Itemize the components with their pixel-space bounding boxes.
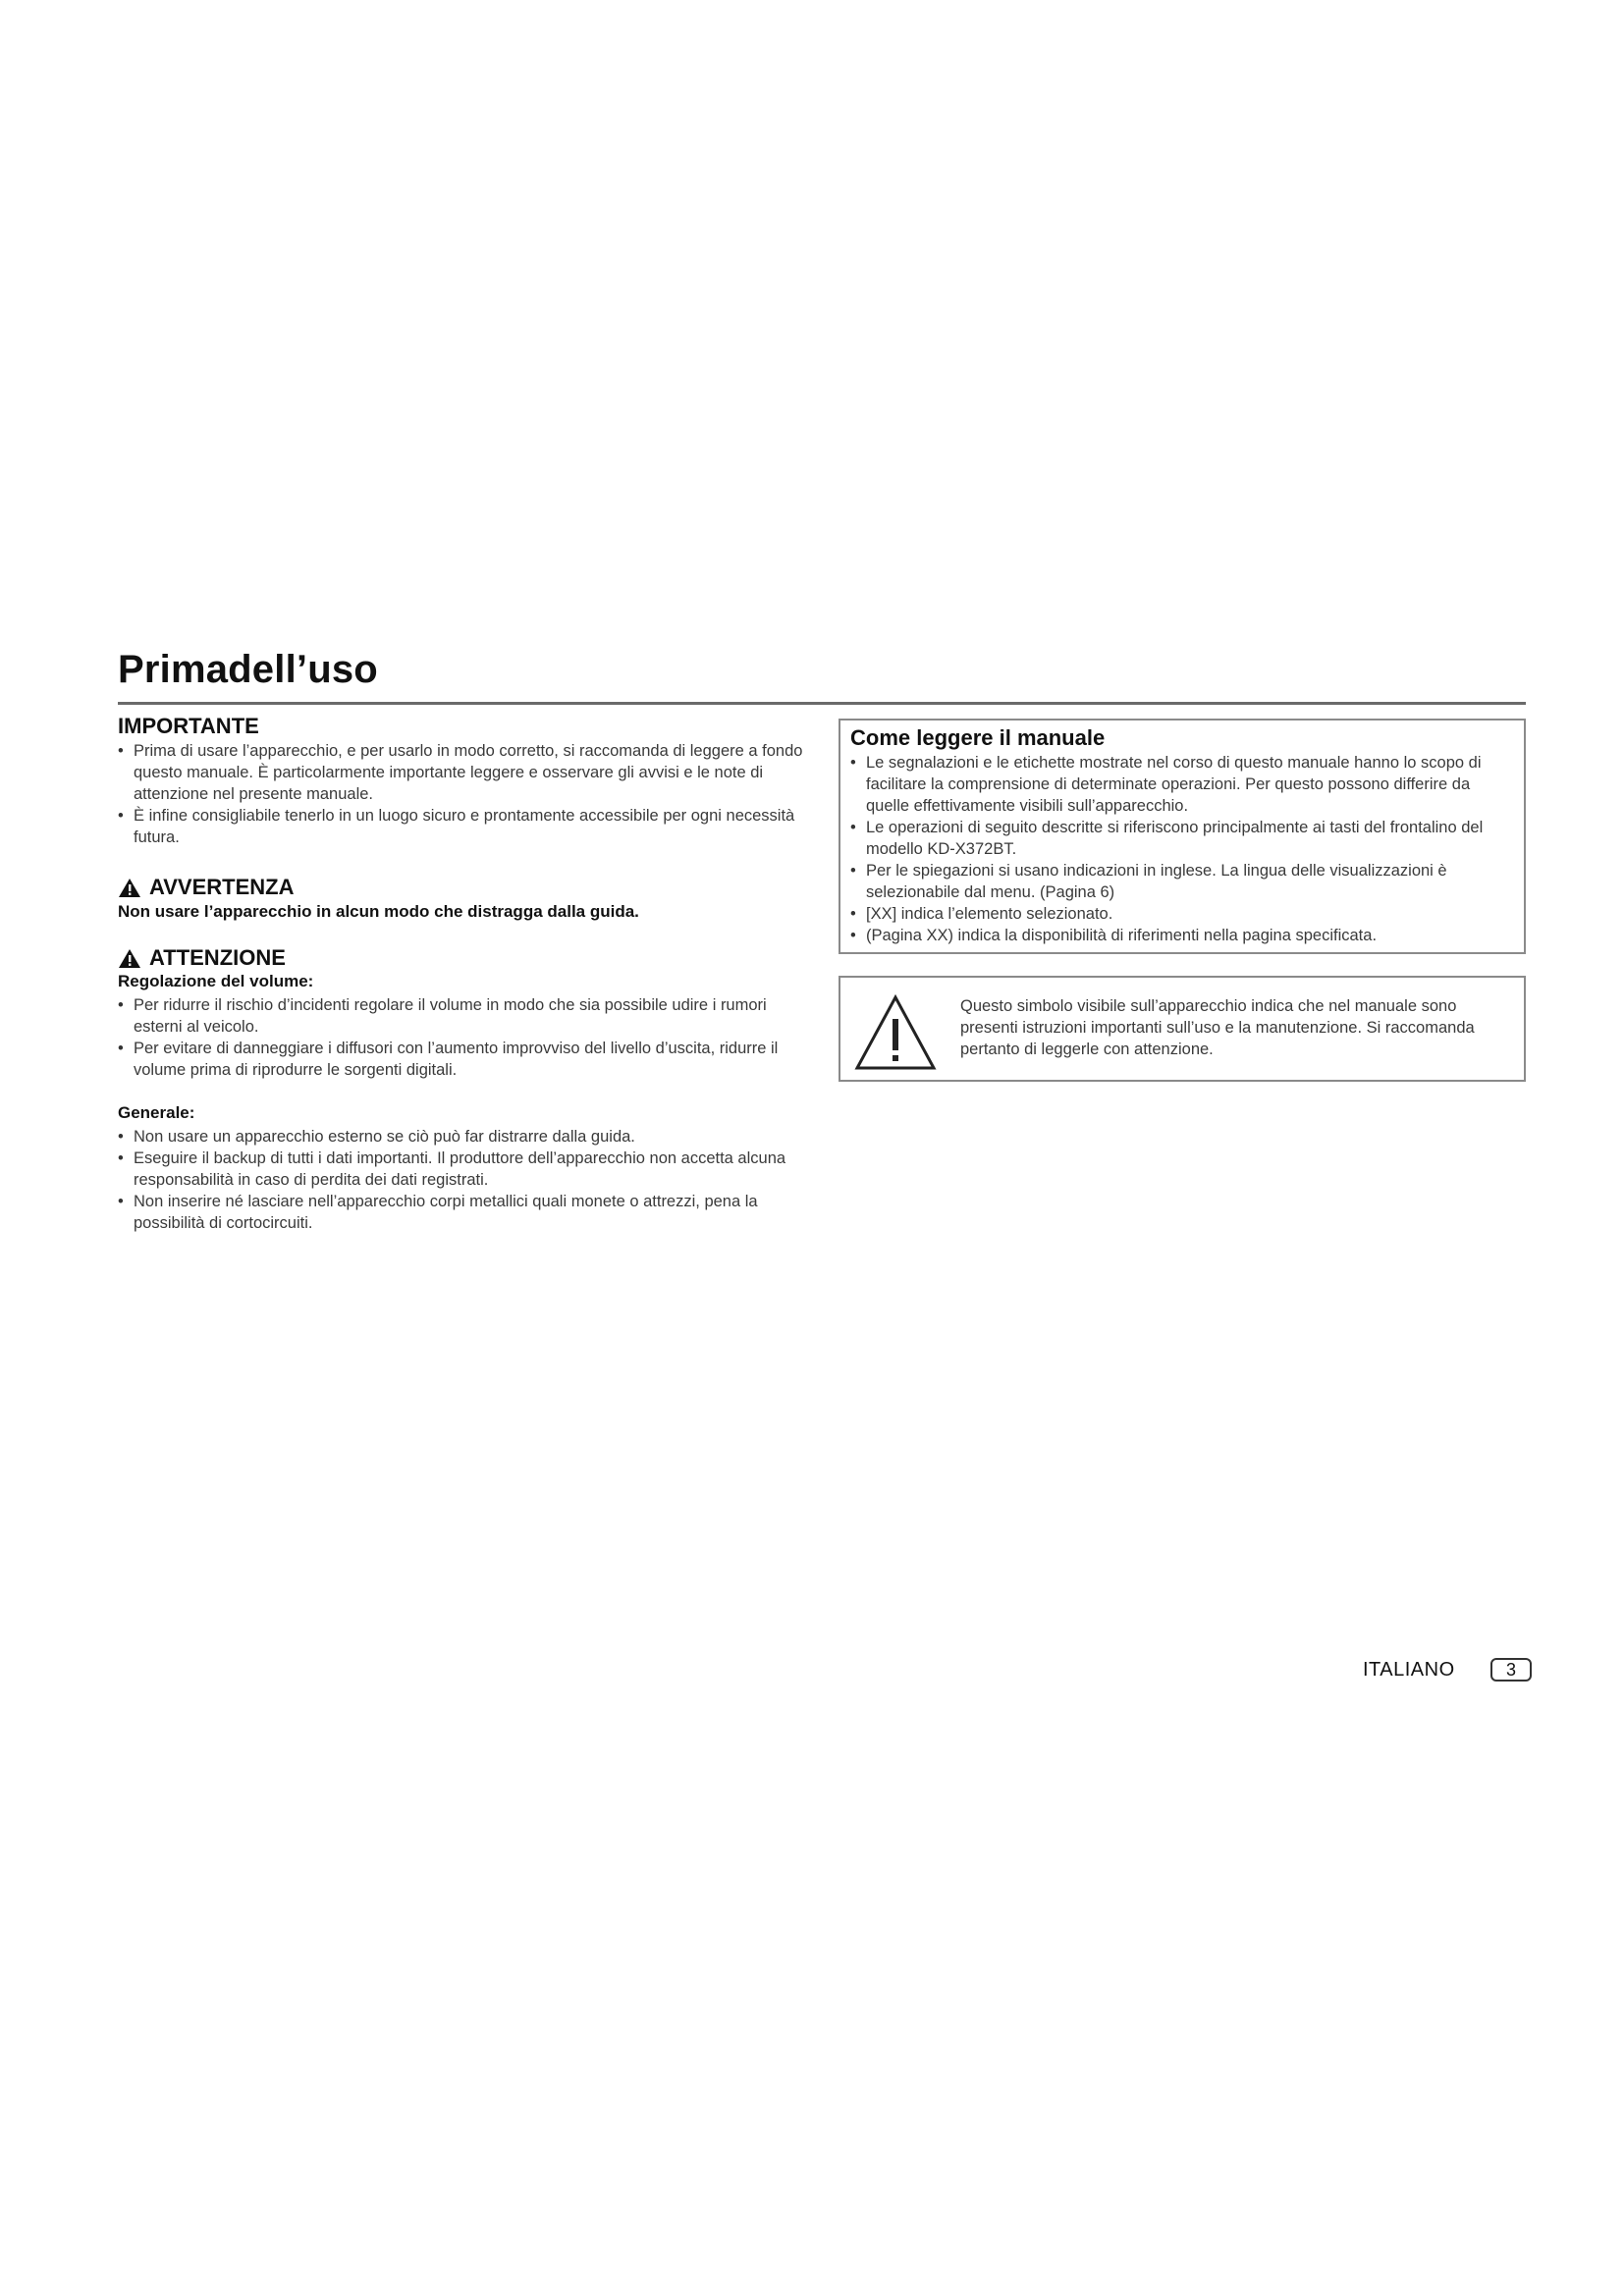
manual-box <box>839 719 1526 954</box>
attenzione-header <box>118 946 805 970</box>
avvertenza-section <box>118 876 805 923</box>
importante-list <box>118 740 805 848</box>
list-item: • È infine consigliabile tenerlo in un luogo sicuro e prontamente accessibile per ogni necessità futura. <box>118 805 805 848</box>
list-item: • Le segnalazioni e le etichette mostrate nel corso di questo manuale hanno lo scopo di facilitare la comprensione di determinate operazioni. Per questo possono differire da quelle effettivamente visibili sull’apparecchio. <box>850 752 1514 817</box>
attenzione-section <box>118 946 805 1080</box>
avvertenza-header <box>118 876 805 899</box>
list-item: • Per evitare di danneggiare i diffusori con l’aumento improvviso del livello d’uscita, ridurre il volume prima di riprodurre le sorgenti digitali. <box>118 1038 805 1081</box>
footer-language: ITALIANO <box>1363 1659 1455 1681</box>
warning-triangle-icon <box>118 878 141 898</box>
attenzione-heading: ATTENZIONE <box>149 945 286 971</box>
caution-exclamation-icon <box>854 993 937 1072</box>
warning-triangle-icon <box>118 948 141 969</box>
list-item: • [XX] indica l’elemento selezionato. <box>850 903 1514 925</box>
manual-box-list <box>850 752 1514 946</box>
generale-heading: Generale: <box>118 1102 195 1122</box>
importante-heading: IMPORTANTE <box>118 714 259 738</box>
page-title: Primadell’uso <box>118 648 378 691</box>
page-number-badge: 3 <box>1490 1658 1532 1682</box>
attenzione-list <box>118 994 805 1081</box>
list-item: • Le operazioni di seguito descritte si riferiscono principalmente ai tasti del frontalino del modello KD-X372BT. <box>850 817 1514 860</box>
title-divider <box>118 702 1526 705</box>
list-item: • Prima di usare l’apparecchio, e per usarlo in modo corretto, si raccomanda di leggere a fondo questo manuale. È particolarmente importante leggere e osservare gli avvisi e le note di attenzione nel presente manuale. <box>118 740 805 805</box>
symbol-box <box>839 976 1526 1082</box>
manual-box-heading: Come leggere il manuale <box>850 725 1106 750</box>
avvertenza-heading: AVVERTENZA <box>149 875 295 900</box>
generale-section <box>118 1102 805 1234</box>
list-item: • Non usare un apparecchio esterno se ciò può far distrarre dalla guida. <box>118 1126 805 1148</box>
attenzione-subheading: Regolazione del volume: <box>118 971 314 990</box>
avvertenza-text: Non usare l’apparecchio in alcun modo che distragga dalla guida. <box>118 902 639 922</box>
list-item: • Per ridurre il rischio d’incidenti regolare il volume in modo che sia possibile udire i rumori esterni al veicolo. <box>118 994 805 1038</box>
list-item: • (Pagina XX) indica la disponibilità di riferimenti nella pagina specificata. <box>850 925 1514 946</box>
right-column <box>839 719 1526 1082</box>
list-item: • Non inserire né lasciare nell’apparecchio corpi metallici quali monete o attrezzi, pena la possibilità di cortocircuiti. <box>118 1191 805 1234</box>
list-item: • Per le spiegazioni si usano indicazioni in inglese. La lingua delle visualizzazioni è selezionabile dal menu. (Pagina 6) <box>850 860 1514 903</box>
left-column <box>118 715 805 1234</box>
importante-section <box>118 715 805 848</box>
list-item: • Eseguire il backup di tutti i dati importanti. Il produttore dell’apparecchio non accetta alcuna responsabilità in caso di perdita dei dati registrati. <box>118 1148 805 1191</box>
generale-list <box>118 1126 805 1234</box>
symbol-box-text: Questo simbolo visibile sull’apparecchio indica che nel manuale sono presenti istruzioni importanti sull’uso e la manutenzione. Si raccomanda pertanto di leggerle con attenzione. <box>960 997 1475 1059</box>
